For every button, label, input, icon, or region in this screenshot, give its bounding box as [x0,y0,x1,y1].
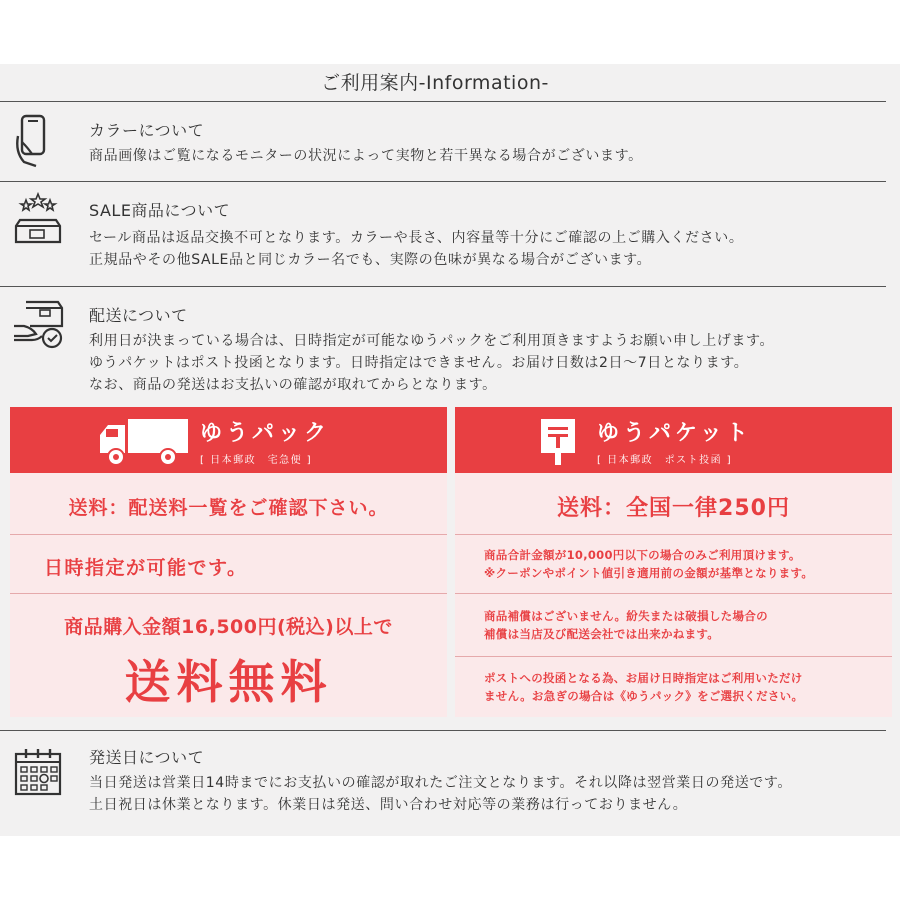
section-heading: 発送日について [89,748,205,767]
section-text: セール商品は返品交換不可となります。カラーや長さ、内容量等十分にご確認の上ご購入ください。 正規品やその他SALE品と同じカラー名でも、実際の色味が異なる場合がございます。 [89,230,744,268]
yupack-fee: 送料：配送料一覧をご確認下さい。 [68,497,389,519]
yupacket-fee: 送料：全国一律250円 [557,496,790,521]
yupack-sub: [ 日本郵政 宅急便 ] [200,455,313,466]
yupacket-card [455,407,892,717]
yupack-banner [10,407,447,473]
truck-icon [98,419,190,469]
sale-box-stars-icon [10,190,66,246]
yupack-free-label: 送料無料 [124,655,333,709]
yupacket-note: 商品補償はございません。紛失または破損した場合の 補償は当店及び配送会社では出来かねます。 [484,609,768,641]
section-text: 利用日が決まっている場合は、日時指定が可能なゆうパックをご利用頂きますようお願い申し上げます。 ゆうパケットはポスト投函となります。日時指定はできません。お届け日数は2日～7日となります。 なお、商品の発送はお支払いの確認が取れてからとなります。 [89,333,775,393]
divider [0,286,886,287]
page-title: ご利用案内-Information- [321,72,549,94]
section-heading: 配送について [89,306,188,325]
yupack-card [10,407,447,717]
delivery-box-check-icon [10,296,66,352]
divider [0,730,886,731]
yupack-name: ゆうパック [200,421,331,446]
calendar-icon [10,746,66,802]
divider [0,181,886,182]
smartphone-hand-icon [10,112,66,168]
yupack-date-ok: 日時指定が可能です。 [44,557,248,579]
yupacket-name: ゆうパケット [597,421,752,446]
section-heading: カラーについて [89,121,205,140]
yupack-free-condition: 商品購入金額16,500円(税込)以上で [64,616,393,638]
divider [0,101,886,102]
section-text: 商品画像はご覧になるモニターの状況によって実物と若干異なる場合がございます。 [89,148,643,164]
postal-mark-icon [541,419,575,465]
section-heading: SALE商品について [89,201,231,220]
yupacket-note: ポストへの投函となる為、お届け日時指定はご利用いただけ ません。お急ぎの場合は《ゆうパック》をご選択ください。 [484,671,804,703]
yupacket-banner [455,407,892,473]
yupacket-sub: [ 日本郵政 ポスト投函 ] [597,455,733,466]
section-text: 当日発送は営業日14時までにお支払いの確認が取れたご注文となります。それ以降は翌営業日の発送です。 土日祝日は休業となります。休業日は発送、問い合わせ対応等の業務は行っておりません。 [89,775,792,813]
yupacket-note: 商品合計金額が10,000円以下の場合のみご利用頂けます。 ※クーポンやポイント値引き適用前の金額が基準となります。 [484,548,814,580]
